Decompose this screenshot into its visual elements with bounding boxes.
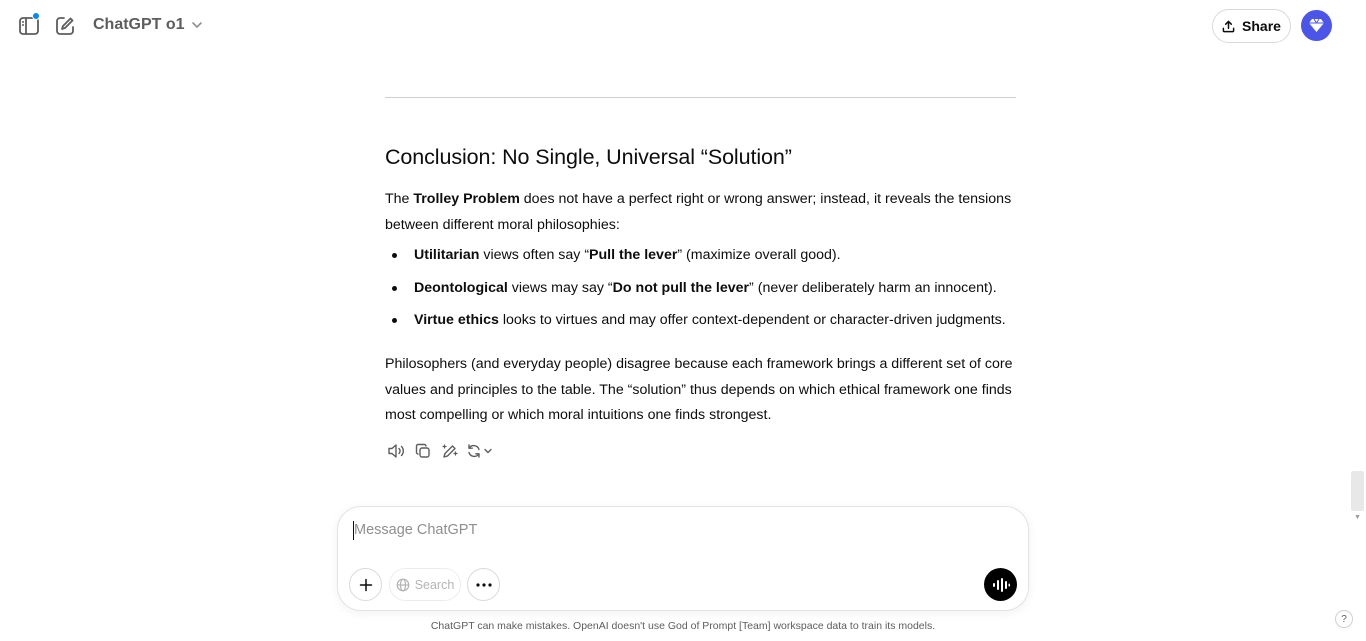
speaker-icon bbox=[387, 443, 405, 459]
voice-mode-button[interactable] bbox=[984, 568, 1017, 601]
intro-bold: Trolley Problem bbox=[413, 191, 520, 207]
dots-icon bbox=[476, 583, 492, 587]
edit-icon bbox=[54, 15, 76, 37]
list-item bbox=[385, 276, 1025, 309]
divider bbox=[385, 97, 1016, 98]
model-name: ChatGPT o1 bbox=[93, 16, 185, 33]
globe-icon bbox=[396, 578, 410, 592]
plus-icon bbox=[359, 578, 373, 592]
bullet-term: Deontological bbox=[414, 279, 508, 296]
closing-paragraph: Philosophers (and everyday people) disagree because each framework brings a different set of core values and principles to the table. The “solution” thus depends on which ethical framework one finds most compelling or which moral intuitions one finds strongest. bbox=[385, 356, 1013, 423]
refresh-icon bbox=[466, 443, 482, 459]
bullet-text: ” (maximize overall good). bbox=[677, 247, 841, 263]
bullet-quote: Do not pull the lever bbox=[612, 279, 750, 296]
diamond-icon bbox=[1308, 18, 1325, 33]
intro-text-after: does not have a perfect right or wrong answer; instead, it reveals the tensions between different moral philosophies: bbox=[385, 191, 1012, 233]
list-item bbox=[385, 243, 1025, 276]
top-bar bbox=[0, 0, 1366, 52]
more-tools-button[interactable] bbox=[467, 568, 500, 601]
regenerate-button[interactable] bbox=[466, 441, 496, 461]
message-composer[interactable] bbox=[337, 506, 1029, 611]
message-input[interactable]: Message ChatGPT bbox=[354, 522, 478, 538]
help-button[interactable]: ? bbox=[1335, 610, 1353, 628]
bullet-text: views often say “ bbox=[479, 247, 590, 263]
bullet-text: looks to virtues and may offer context-dependent or character-driven judgments. bbox=[498, 312, 1006, 328]
pen-sparkle-icon bbox=[441, 443, 458, 460]
bullet-text: views may say “ bbox=[507, 279, 613, 296]
bullet-term: Utilitarian bbox=[414, 247, 480, 263]
intro-paragraph bbox=[385, 187, 1016, 238]
bullet-text: ” (never deliberately harm an innocent). bbox=[749, 279, 997, 296]
sidebar-toggle-button[interactable] bbox=[17, 14, 41, 38]
model-selector[interactable] bbox=[93, 16, 203, 34]
section-heading: Conclusion: No Single, Universal “Solution” bbox=[385, 145, 792, 169]
search-button[interactable] bbox=[389, 568, 461, 601]
share-button[interactable] bbox=[1212, 9, 1291, 43]
share-label: Share bbox=[1242, 18, 1281, 34]
new-chat-button[interactable] bbox=[53, 14, 77, 38]
list-item bbox=[385, 308, 1025, 341]
copy-button[interactable] bbox=[412, 441, 433, 461]
upload-icon bbox=[1222, 20, 1235, 33]
bullet-quote: Pull the lever bbox=[589, 247, 678, 263]
read-aloud-button[interactable] bbox=[385, 441, 406, 461]
edit-in-canvas-button[interactable] bbox=[439, 441, 460, 461]
chevron-down-icon bbox=[483, 446, 493, 456]
bullet-list bbox=[385, 243, 1025, 341]
copy-icon bbox=[415, 443, 431, 459]
avatar[interactable] bbox=[1301, 10, 1332, 41]
scrollbar-thumb[interactable] bbox=[1351, 471, 1364, 511]
message-actions bbox=[385, 441, 496, 461]
notification-dot bbox=[32, 12, 40, 20]
attach-button[interactable] bbox=[349, 568, 382, 601]
disclaimer-text: ChatGPT can make mistakes. OpenAI doesn't use God of Prompt [Team] workspace data to train its models. bbox=[430, 620, 936, 632]
scroll-down-arrow[interactable]: ▼ bbox=[1354, 514, 1361, 521]
waveform-icon bbox=[992, 577, 1010, 593]
search-label: Search bbox=[414, 577, 455, 592]
intro-text-before: The bbox=[385, 191, 414, 207]
chevron-down-icon bbox=[191, 19, 203, 31]
bullet-term: Virtue ethics bbox=[414, 312, 499, 328]
